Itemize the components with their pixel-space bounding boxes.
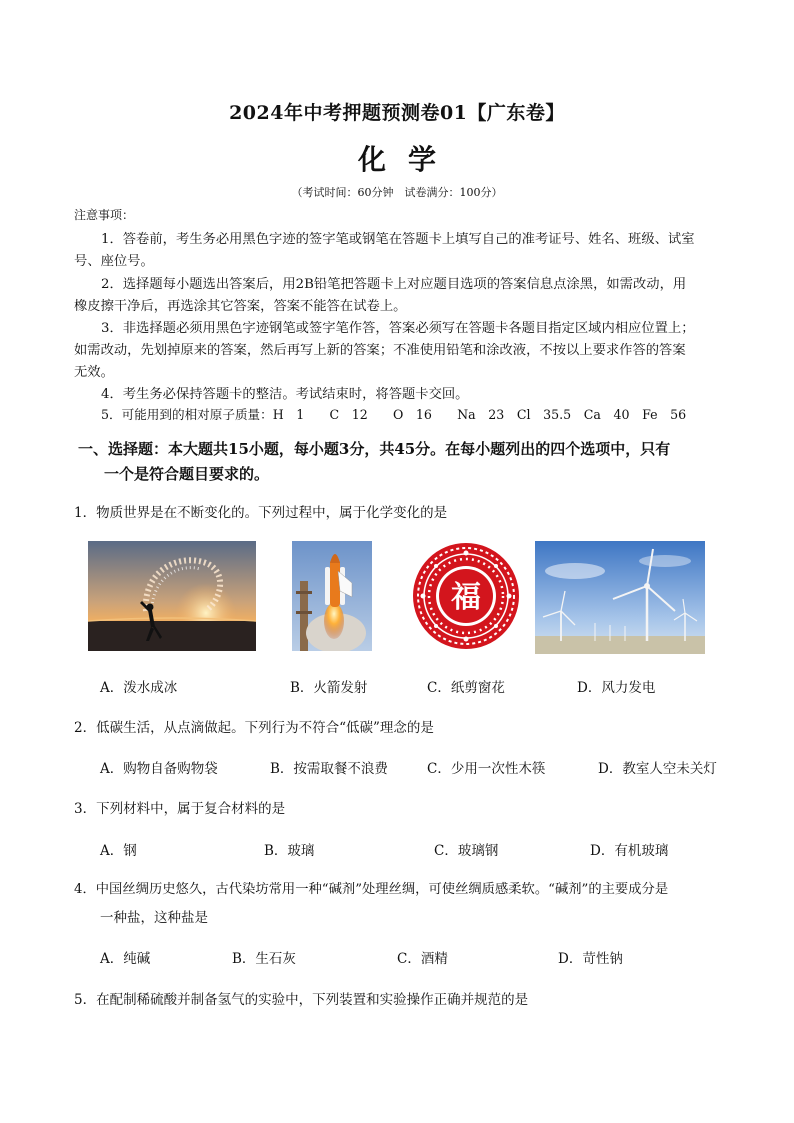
- q4-option-c: C．酒精: [397, 951, 448, 967]
- question-4-stem: 4．中国丝绸历史悠久，古代染坊常用一种“碱剂”处理丝绸，可使丝绸质感柔软。“碱剂”的主要成分是: [74, 882, 669, 897]
- q4-option-d: D．苛性钠: [558, 951, 623, 967]
- section-heading-line1: 一、选择题：本大题共15小题，每小题3分，共45分。在每小题列出的四个选项中，只有: [78, 440, 671, 458]
- atomic-mass-line: 5．可能用到的相对原子质量：H 1 C 12 O 16 Na 23 Cl 35.5 Ca 40 Fe 56: [101, 407, 687, 422]
- q4-option-a: A．纯碱: [100, 951, 151, 967]
- notice-line: 无效。: [74, 365, 114, 380]
- notice-line: 号、座位号。: [74, 254, 154, 269]
- exam-info: （考试时间：60分钟 试卷满分：100分）: [291, 186, 503, 199]
- q1-option-d: D．风力发电: [577, 680, 656, 696]
- notice-line: 橡皮擦干净后，再选涂其它答案，答案不能答在试卷上。: [74, 299, 407, 314]
- notice-line: 如需改动，先划掉原来的答案，然后再写上新的答案；不准使用铅笔和涂改液，不按以上要求作答的答案: [74, 343, 686, 358]
- notice-line: 4．考生务必保持答题卡的整洁。考试结束时，将答题卡交回。: [101, 387, 469, 402]
- q2-option-c: C．少用一次性木筷: [427, 761, 546, 777]
- q3-option-b: B．玻璃: [264, 843, 315, 859]
- q1-option-a: A．泼水成冰: [100, 680, 178, 696]
- exam-title: 2024年中考押题预测卷01【广东卷】: [229, 102, 565, 124]
- q2-option-d: D．教室人空未关灯: [598, 761, 717, 777]
- q1-option-b: B．火箭发射: [290, 680, 368, 696]
- q3-option-d: D．有机玻璃: [590, 843, 669, 859]
- notice-heading: 注意事项：: [74, 208, 135, 222]
- question-1-stem: 1．物质世界是在不断变化的。下列过程中，属于化学变化的是: [74, 505, 448, 521]
- q3-option-a: A．钢: [100, 843, 137, 859]
- section-heading: [78, 437, 738, 487]
- notice-line: 1．答卷前，考生务必用黑色字迹的签字笔或钢笔在答题卡上填写自己的准考证号、姓名、班级、试室: [101, 232, 695, 247]
- q1-option-c: C．纸剪窗花: [427, 680, 505, 696]
- q4-option-b: B．生石灰: [232, 951, 296, 967]
- q3-option-c: C．玻璃钢: [434, 843, 499, 859]
- paper-cut-character: 福: [451, 580, 481, 615]
- subject-title: 化学: [357, 143, 458, 176]
- rocket-launch-image: [292, 541, 372, 651]
- q2-option-a: A．购物自备购物袋: [100, 761, 218, 777]
- q2-option-b: B．按需取餐不浪费: [270, 761, 388, 777]
- paper-cut-image: [411, 541, 521, 651]
- question-3-stem: 3．下列材料中，属于复合材料的是: [74, 801, 286, 817]
- question-4-stem-cont: 一种盐，这种盐是: [100, 910, 208, 926]
- wind-turbines-image: [535, 541, 705, 654]
- question-5-stem: 5．在配制稀硫酸并制备氢气的实验中，下列装置和实验操作正确并规范的是: [74, 992, 529, 1008]
- notice-line: 3．非选择题必须用黑色字迹钢笔或签字笔作答，答案必须写在答题卡各题目指定区域内相应位置上；: [101, 321, 695, 336]
- question-2-stem: 2．低碳生活，从点滴做起。下列行为不符合“低碳”理念的是: [74, 720, 434, 736]
- section-heading-line2: 一个是符合题目要求的。: [104, 465, 270, 483]
- notice-line: 2．选择题每小题选出答案后，用2B铅笔把答题卡上对应题目选项的答案信息点涂黑，如需改动，用: [101, 277, 687, 292]
- splash-ice-image: [88, 541, 256, 651]
